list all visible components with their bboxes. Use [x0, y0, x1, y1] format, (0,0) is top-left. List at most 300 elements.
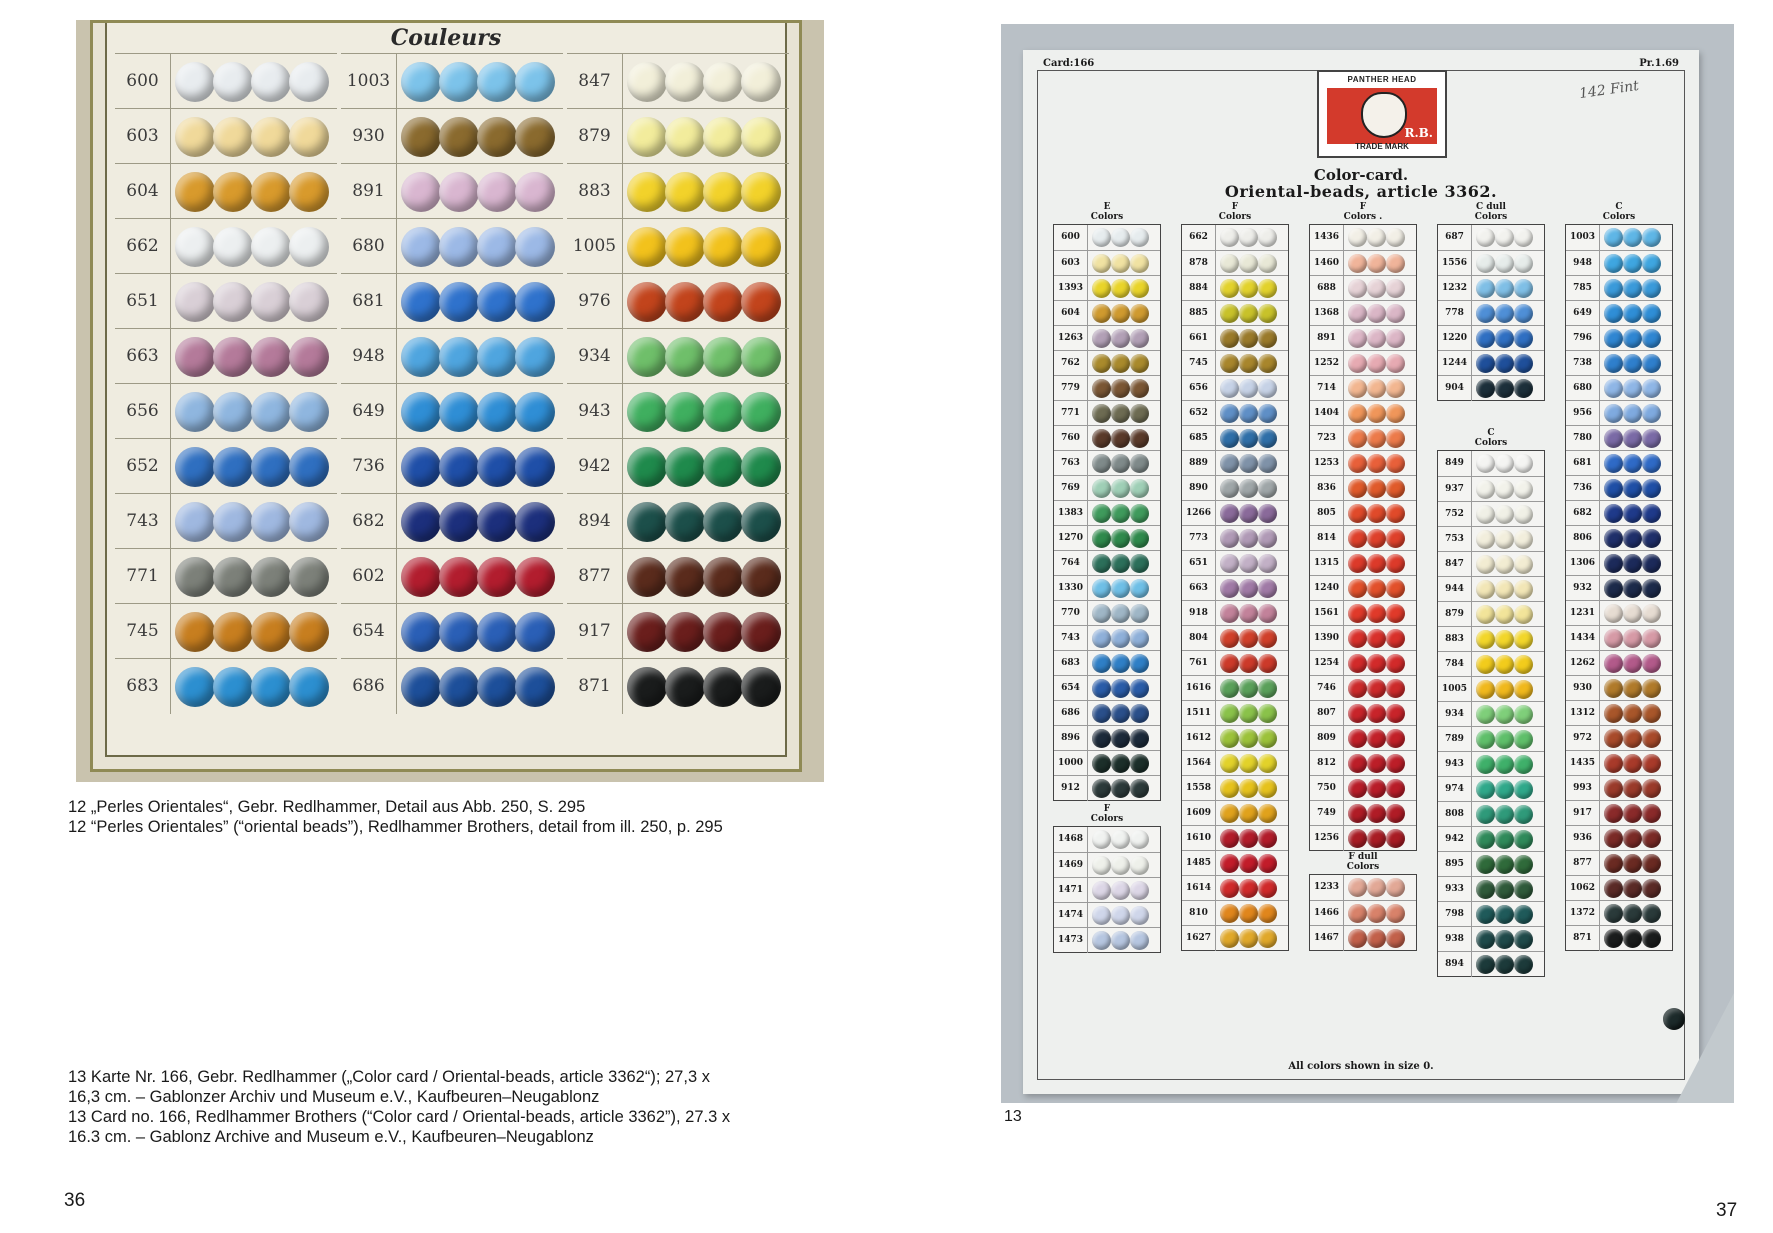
bead: [1642, 254, 1661, 273]
bead-row: [1054, 400, 1160, 425]
bead: [1111, 856, 1130, 875]
bead: [1348, 804, 1367, 823]
bead-strand: [175, 612, 335, 652]
bead: [1092, 479, 1111, 498]
bead: [1623, 354, 1642, 373]
bead-row: [1438, 701, 1544, 726]
bead-strand: [1092, 254, 1156, 273]
bead: [1476, 254, 1495, 273]
bead: [703, 667, 743, 707]
bead: [1258, 454, 1277, 473]
bead-row: [1054, 300, 1160, 325]
bead: [627, 392, 667, 432]
bead: [515, 117, 555, 157]
couleurs-card-inner: [105, 23, 787, 757]
bead: [1130, 729, 1149, 748]
bead: [439, 117, 479, 157]
bead: [1130, 779, 1149, 798]
bead-strand: [1220, 779, 1284, 798]
bead-row: [1566, 925, 1672, 950]
bead-row: [1438, 501, 1544, 526]
color-number: 812: [1310, 751, 1344, 776]
color-number: 649: [341, 384, 397, 439]
color-number: 1231: [1566, 601, 1600, 626]
bead: [439, 62, 479, 102]
bead: [289, 392, 329, 432]
color-number: 806: [1566, 526, 1600, 551]
bead: [1514, 354, 1533, 373]
bead: [1111, 579, 1130, 598]
color-number: 894: [567, 494, 623, 549]
bead: [1258, 854, 1277, 873]
bead: [1476, 605, 1495, 624]
bead: [1220, 579, 1239, 598]
bead-row: [1182, 700, 1288, 725]
bead: [1258, 929, 1277, 948]
bead-strand: [1348, 279, 1412, 298]
bead: [401, 62, 441, 102]
group-heading: [1565, 202, 1673, 222]
bead: [1476, 329, 1495, 348]
color-number: 604: [115, 164, 171, 219]
bead-strand: [1348, 529, 1412, 548]
bead-strand: [1092, 279, 1156, 298]
bead: [1348, 629, 1367, 648]
bead: [1514, 480, 1533, 499]
bead: [1367, 654, 1386, 673]
color-number: 1062: [1566, 876, 1600, 901]
color-number: 809: [1310, 726, 1344, 751]
color-number: 750: [1310, 776, 1344, 801]
bead-row: [1182, 900, 1288, 925]
couleurs-row: [567, 53, 789, 108]
bead: [1111, 329, 1130, 348]
color-number: 810: [1182, 901, 1216, 926]
bead: [477, 502, 517, 542]
bead-strand: [1220, 629, 1284, 648]
bead: [627, 337, 667, 377]
bead-strand: [1476, 930, 1540, 949]
bead-row: [1182, 375, 1288, 400]
color-number: 1469: [1054, 853, 1088, 878]
bead: [175, 337, 215, 377]
bead: [1220, 629, 1239, 648]
bead-row: [1054, 575, 1160, 600]
bead: [1386, 604, 1405, 623]
color-number: 943: [567, 384, 623, 439]
color-number: 1511: [1182, 701, 1216, 726]
bead: [1642, 929, 1661, 948]
panther-head-icon: [1327, 88, 1437, 144]
bead-strand: [1476, 304, 1540, 323]
bead: [665, 337, 705, 377]
bead: [1495, 955, 1514, 974]
bead: [1642, 854, 1661, 873]
bead: [1220, 704, 1239, 723]
bead: [515, 337, 555, 377]
bead: [1514, 730, 1533, 749]
bead-strand: [1348, 379, 1412, 398]
bead: [1367, 254, 1386, 273]
bead: [1239, 904, 1258, 923]
bead: [1258, 654, 1277, 673]
bead-row: [1182, 600, 1288, 625]
bead: [1642, 779, 1661, 798]
color-number: 687: [1438, 225, 1472, 250]
color-number: 686: [341, 659, 397, 714]
bead: [741, 612, 781, 652]
bead: [1604, 304, 1623, 323]
bead: [175, 282, 215, 322]
bead: [1604, 404, 1623, 423]
bead: [1386, 454, 1405, 473]
color-number: 1368: [1310, 301, 1344, 326]
bead: [1130, 404, 1149, 423]
bead: [1604, 579, 1623, 598]
color-number: 849: [1438, 451, 1472, 476]
color-number: 938: [1438, 927, 1472, 952]
bead: [1514, 505, 1533, 524]
bead-row: [1566, 550, 1672, 575]
color-number: 1614: [1182, 876, 1216, 901]
bead-strand: [1220, 854, 1284, 873]
bead: [1495, 780, 1514, 799]
bead: [1092, 779, 1111, 798]
bead: [477, 392, 517, 432]
bead: [1623, 704, 1642, 723]
bead: [1092, 856, 1111, 875]
bead: [1258, 554, 1277, 573]
color-number: 656: [1182, 376, 1216, 401]
bead: [1642, 279, 1661, 298]
color-number: 600: [1054, 225, 1088, 250]
bead: [1386, 929, 1405, 948]
bead: [1386, 254, 1405, 273]
bead: [1348, 479, 1367, 498]
color-number: 1000: [1054, 751, 1088, 776]
bead: [1604, 929, 1623, 948]
bead: [515, 227, 555, 267]
bead-strand: [1604, 454, 1668, 473]
bead: [1130, 504, 1149, 523]
bead: [1258, 329, 1277, 348]
bead: [1092, 354, 1111, 373]
color-number: 871: [567, 659, 623, 714]
color-number: 1262: [1566, 651, 1600, 676]
bead: [1220, 879, 1239, 898]
color-number: 760: [1054, 426, 1088, 451]
bead: [1604, 429, 1623, 448]
bead-row: [1182, 800, 1288, 825]
color-card-photo: [1001, 24, 1734, 1103]
bead-strand: [1092, 629, 1156, 648]
bead: [1367, 804, 1386, 823]
group-heading-code: F dull: [1348, 852, 1378, 862]
color-number: 1005: [567, 219, 623, 274]
color-number: 683: [1054, 651, 1088, 676]
bead-row: [1054, 550, 1160, 575]
bead: [1367, 579, 1386, 598]
bead-strand: [1092, 830, 1156, 849]
bead: [1604, 629, 1623, 648]
bead: [1239, 929, 1258, 948]
color-number: 745: [1182, 351, 1216, 376]
color-number: 847: [567, 54, 623, 109]
color-number: 752: [1438, 502, 1472, 527]
bead-row: [1054, 927, 1160, 952]
couleurs-row: [115, 218, 337, 273]
bead: [515, 502, 555, 542]
bead-strand: [1348, 479, 1412, 498]
bead-strand: [175, 667, 335, 707]
bead: [1111, 554, 1130, 573]
color-number: 814: [1310, 526, 1344, 551]
bead: [175, 612, 215, 652]
bead: [477, 172, 517, 212]
bead: [251, 667, 291, 707]
bead-row: [1438, 801, 1544, 826]
color-number: 877: [567, 549, 623, 604]
bead: [1239, 504, 1258, 523]
color-number: 1556: [1438, 251, 1472, 276]
bead: [251, 612, 291, 652]
logo-label-top: PANTHER HEAD: [1347, 75, 1417, 84]
bead-row: [1054, 877, 1160, 902]
bead: [1604, 254, 1623, 273]
group-heading-code: E: [1103, 202, 1111, 212]
couleurs-card: [90, 20, 802, 772]
bead: [741, 392, 781, 432]
bead: [213, 667, 253, 707]
bead: [703, 502, 743, 542]
color-number: 883: [567, 164, 623, 219]
bead: [703, 117, 743, 157]
bead-strand: [1604, 729, 1668, 748]
bead-row: [1566, 400, 1672, 425]
bead-row: [1182, 775, 1288, 800]
bead-row: [1438, 350, 1544, 375]
color-number: 603: [115, 109, 171, 164]
group-heading: [1309, 852, 1417, 872]
bead-row: [1566, 850, 1672, 875]
bead: [1348, 254, 1367, 273]
bead: [401, 282, 441, 322]
bead-row: [1438, 626, 1544, 651]
color-number: 753: [1438, 527, 1472, 552]
bead: [1348, 354, 1367, 373]
color-number: 1436: [1310, 225, 1344, 250]
bead: [1514, 555, 1533, 574]
color-number: 904: [1438, 376, 1472, 401]
bead-strand: [1604, 529, 1668, 548]
bead: [1386, 878, 1405, 897]
bead-strand: [1220, 479, 1284, 498]
bead: [1220, 604, 1239, 623]
bead-strand: [627, 447, 787, 487]
bead: [1386, 804, 1405, 823]
bead-strand: [1604, 604, 1668, 623]
bead-row: [1182, 625, 1288, 650]
bead: [1386, 429, 1405, 448]
bead: [1642, 654, 1661, 673]
bead: [1348, 379, 1367, 398]
bead: [1495, 580, 1514, 599]
color-number: 1473: [1054, 928, 1088, 953]
bead-strand: [1604, 829, 1668, 848]
bead: [477, 117, 517, 157]
bead-strand: [175, 502, 335, 542]
bead: [1367, 779, 1386, 798]
bead: [1130, 479, 1149, 498]
bead: [1514, 454, 1533, 473]
bead: [1092, 604, 1111, 623]
color-number: 1312: [1566, 701, 1600, 726]
color-number: 682: [1566, 501, 1600, 526]
bead: [1348, 904, 1367, 923]
bead: [1130, 228, 1149, 247]
bead: [1386, 829, 1405, 848]
bead: [439, 282, 479, 322]
bead: [1386, 554, 1405, 573]
couleurs-row: [567, 548, 789, 603]
bead-strand: [401, 502, 561, 542]
bead: [1476, 955, 1495, 974]
color-number: 1627: [1182, 926, 1216, 951]
bead: [1367, 679, 1386, 698]
bead-row: [1054, 675, 1160, 700]
bead-strand: [1220, 879, 1284, 898]
bead-strand: [1348, 904, 1412, 923]
bead-group: [1437, 450, 1545, 977]
bead: [1220, 854, 1239, 873]
color-number: 1383: [1054, 501, 1088, 526]
bead: [1092, 329, 1111, 348]
bead: [1258, 754, 1277, 773]
bead-row: [1054, 450, 1160, 475]
couleurs-row: [115, 108, 337, 163]
bead-row: [1182, 575, 1288, 600]
bead-strand: [1604, 929, 1668, 948]
couleurs-row: [567, 163, 789, 218]
color-number: 1616: [1182, 676, 1216, 701]
bead-row: [1566, 500, 1672, 525]
bead: [1495, 605, 1514, 624]
bead: [1348, 929, 1367, 948]
bead: [1130, 931, 1149, 950]
bead-row: [1054, 225, 1160, 250]
color-number: 805: [1310, 501, 1344, 526]
color-number: 1003: [1566, 225, 1600, 250]
bead: [1495, 354, 1514, 373]
bead: [1495, 329, 1514, 348]
bead-row: [1566, 425, 1672, 450]
bead: [741, 62, 781, 102]
bead: [1130, 830, 1149, 849]
bead: [1623, 279, 1642, 298]
bead-strand: [1348, 754, 1412, 773]
bead: [1642, 704, 1661, 723]
group-heading-code: F: [1231, 202, 1239, 212]
bead: [1258, 354, 1277, 373]
bead-row: [1566, 650, 1672, 675]
bead-row: [1054, 500, 1160, 525]
panther-head-logo: [1317, 70, 1447, 158]
bead-row: [1054, 325, 1160, 350]
bead-strand: [1220, 454, 1284, 473]
color-number: 891: [1310, 326, 1344, 351]
bead-row: [1310, 650, 1416, 675]
color-number: 1612: [1182, 726, 1216, 751]
color-number: 884: [1182, 276, 1216, 301]
bead-row: [1054, 375, 1160, 400]
bead: [1220, 454, 1239, 473]
color-number: 937: [1438, 477, 1472, 502]
bead-row: [1310, 350, 1416, 375]
bead: [1348, 304, 1367, 323]
bead: [213, 172, 253, 212]
color-number: 948: [341, 329, 397, 384]
bead: [1220, 654, 1239, 673]
color-number: 736: [341, 439, 397, 494]
couleurs-title: Couleurs: [390, 25, 502, 51]
bead: [439, 172, 479, 212]
color-number: 933: [1438, 877, 1472, 902]
bead-row: [1566, 450, 1672, 475]
bead: [1514, 254, 1533, 273]
bead: [1130, 856, 1149, 875]
bead-row: [1182, 875, 1288, 900]
bead: [1092, 404, 1111, 423]
bead: [1348, 404, 1367, 423]
bead-row: [1438, 476, 1544, 501]
bead: [1092, 529, 1111, 548]
color-number: 763: [1054, 451, 1088, 476]
bead: [1642, 479, 1661, 498]
bead-row: [1310, 225, 1416, 250]
bead: [1239, 329, 1258, 348]
bead: [1239, 429, 1258, 448]
bead: [1386, 904, 1405, 923]
bead: [477, 282, 517, 322]
bead: [1623, 529, 1642, 548]
bead-strand: [1348, 629, 1412, 648]
bead: [1623, 429, 1642, 448]
bead: [1092, 906, 1111, 925]
bead: [401, 667, 441, 707]
bead-strand: [627, 227, 787, 267]
group-heading-label: Colors: [1474, 212, 1508, 222]
bead-strand: [401, 612, 561, 652]
bead-row: [1182, 525, 1288, 550]
color-number: 651: [115, 274, 171, 329]
bead-strand: [627, 172, 787, 212]
bead-strand: [1348, 929, 1412, 948]
color-number: 917: [1566, 801, 1600, 826]
color-number: 912: [1054, 776, 1088, 801]
bead-strand: [175, 117, 335, 157]
bead: [1642, 904, 1661, 923]
color-number: 663: [115, 329, 171, 384]
bead: [1220, 679, 1239, 698]
bead: [1495, 830, 1514, 849]
bead: [1239, 729, 1258, 748]
bead: [1239, 579, 1258, 598]
color-number: 652: [1182, 401, 1216, 426]
color-number: 890: [1182, 476, 1216, 501]
bead-strand: [1476, 830, 1540, 849]
color-number: 1434: [1566, 626, 1600, 651]
color-number: 808: [1438, 802, 1472, 827]
